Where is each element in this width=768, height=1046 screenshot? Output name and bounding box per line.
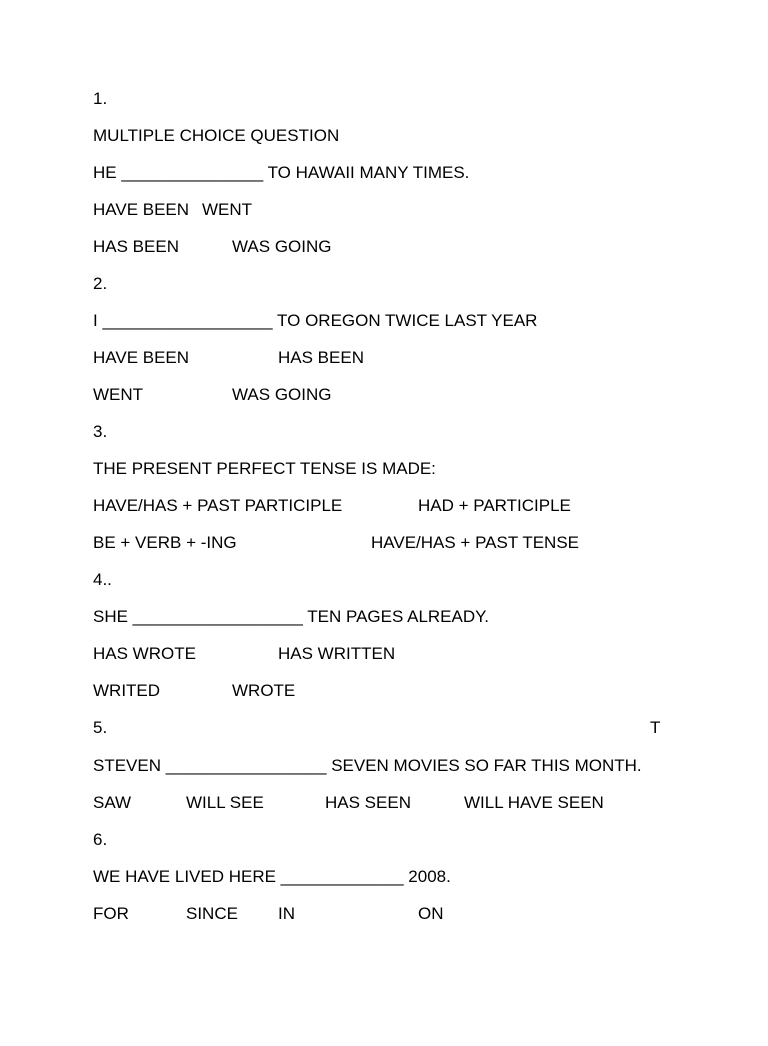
question-number: 6. bbox=[93, 830, 108, 849]
option: WROTE bbox=[232, 681, 296, 700]
option: FOR bbox=[93, 904, 129, 923]
options-row bbox=[93, 198, 728, 222]
question-number: 4.. bbox=[93, 570, 112, 589]
option: BE + VERB + -ING bbox=[93, 533, 237, 552]
option: HAVE BEEN bbox=[93, 200, 190, 219]
option: SINCE bbox=[186, 904, 238, 923]
option: WAS GOING bbox=[232, 237, 332, 256]
option: HAS BEEN bbox=[278, 348, 364, 367]
options-row bbox=[93, 902, 728, 926]
stray-mark: T bbox=[650, 718, 661, 737]
option: HAS WROTE bbox=[93, 644, 196, 663]
question-prompt: WE HAVE LIVED HERE _____________ 2008. bbox=[93, 867, 451, 886]
options-row bbox=[93, 494, 728, 518]
options-row bbox=[93, 235, 728, 259]
question-prompt: SHE __________________ TEN PAGES ALREADY. bbox=[93, 607, 489, 626]
question-prompt: THE PRESENT PERFECT TENSE IS MADE: bbox=[93, 459, 436, 478]
question-number: 3. bbox=[93, 422, 108, 441]
options-row bbox=[93, 791, 728, 815]
option: WENT bbox=[202, 200, 253, 219]
options-row bbox=[93, 642, 728, 666]
option: IN bbox=[278, 904, 295, 923]
question-prompt: I __________________ TO OREGON TWICE LAST YEAR bbox=[93, 311, 538, 330]
options-row bbox=[93, 531, 728, 555]
option: HAS BEEN bbox=[93, 237, 179, 256]
option: HAS SEEN bbox=[325, 793, 411, 812]
question-number: 1. bbox=[93, 89, 108, 108]
question-prompt: HE _______________ TO HAWAII MANY TIMES. bbox=[93, 163, 470, 182]
option: HAS WRITTEN bbox=[278, 644, 396, 663]
question-number: 5. bbox=[93, 718, 108, 737]
option: HAVE/HAS + PAST PARTICIPLE bbox=[93, 496, 343, 515]
option: HAVE/HAS + PAST TENSE bbox=[371, 533, 580, 552]
question-prompt: STEVEN _________________ SEVEN MOVIES SO FAR THIS MONTH. bbox=[93, 756, 642, 775]
option: HAD + PARTICIPLE bbox=[418, 496, 571, 515]
options-row bbox=[93, 383, 728, 407]
option: WILL SEE bbox=[186, 793, 264, 812]
option: WENT bbox=[93, 385, 144, 404]
option: WAS GOING bbox=[232, 385, 332, 404]
option: WILL HAVE SEEN bbox=[464, 793, 604, 812]
options-row bbox=[93, 679, 728, 703]
question-number-row bbox=[93, 716, 728, 740]
options-row bbox=[93, 346, 728, 370]
option: SAW bbox=[93, 793, 132, 812]
question-type-label: MULTIPLE CHOICE QUESTION bbox=[93, 126, 340, 145]
question-number: 2. bbox=[93, 274, 108, 293]
option: HAVE BEEN bbox=[93, 348, 190, 367]
option: ON bbox=[418, 904, 444, 923]
option: WRITED bbox=[93, 681, 161, 700]
